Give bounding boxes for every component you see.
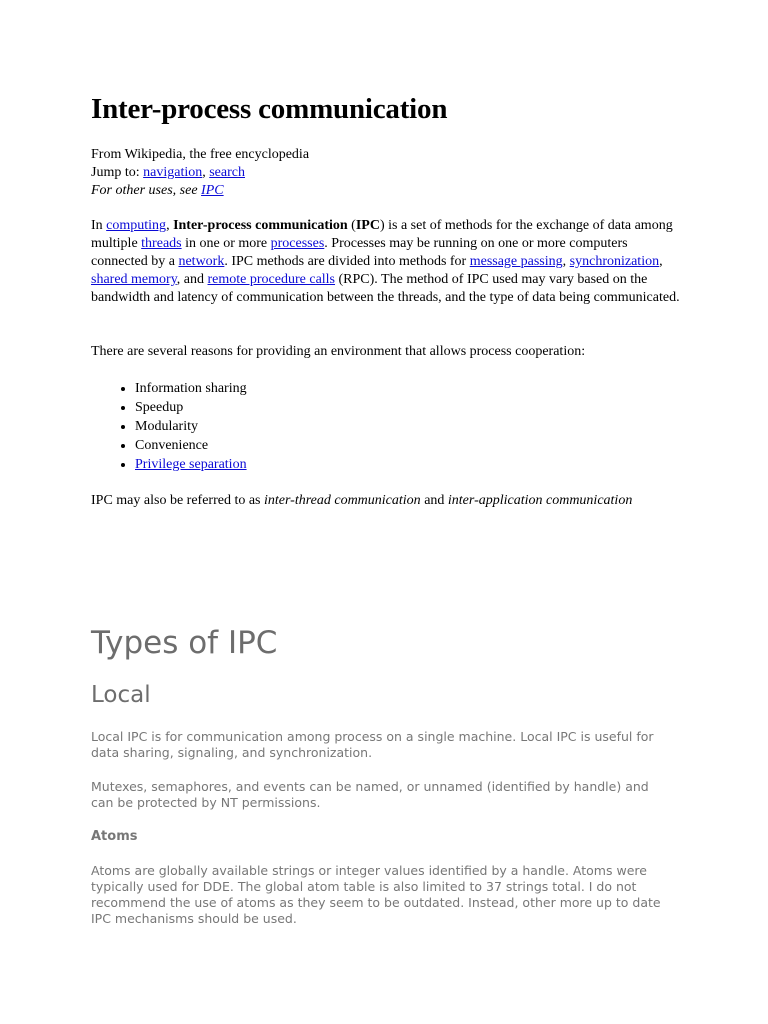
- navigation-link[interactable]: navigation: [143, 165, 203, 180]
- jump-to-label: Jump to:: [91, 165, 140, 180]
- italic-term: inter-application communication: [447, 493, 633, 508]
- bold-term: Inter-process communication: [173, 218, 348, 233]
- list-item: • Information sharing: [135, 379, 435, 398]
- hatnote-text: For other uses, see: [91, 183, 198, 198]
- ipc-disambiguation-link[interactable]: IPC: [201, 183, 224, 198]
- local-paragraph-2: Mutexes, semaphores, and events can be named, or unnamed (identified by handle) and can be protected by NT permissions.: [91, 779, 649, 810]
- rpc-link[interactable]: remote procedure calls: [207, 272, 336, 287]
- intro-text: ,: [659, 254, 663, 269]
- list-item: • Speedup: [135, 398, 435, 417]
- intro-text: ,: [166, 218, 174, 233]
- page-title: Inter-process communication: [91, 93, 448, 125]
- section-heading-local: Local: [91, 682, 151, 708]
- section-heading-types: Types of IPC: [91, 625, 278, 661]
- local-paragraph-1: Local IPC is for communication among process on a single machine. Local IPC is useful for data sharing, signaling, and synchronization.: [91, 729, 654, 760]
- body-text: and: [420, 493, 448, 508]
- italic-term: inter-thread communication: [264, 493, 421, 508]
- article-meta: [91, 146, 691, 200]
- list-item: [135, 455, 435, 474]
- bold-abbr: IPC: [355, 218, 380, 233]
- intro-text: ) is a set of methods for the exchange of data among multiple: [91, 218, 673, 251]
- intro-text: . Processes may be running on one or more computers connected by a: [91, 236, 628, 269]
- reasons-list: [91, 379, 435, 474]
- hatnote: [91, 182, 691, 200]
- intro-text: in one or more: [181, 236, 271, 251]
- intro-text: (RPC). The method of IPC used may vary based on the bandwidth and latency of communication between the threads, and the type of data being communicated.: [91, 272, 680, 305]
- source-line: From Wikipedia, the free encyclopedia: [91, 147, 310, 162]
- message-passing-link[interactable]: message passing: [469, 254, 563, 269]
- also-referred-paragraph: [91, 492, 711, 510]
- intro-text: . IPC methods are divided into methods for: [224, 254, 470, 269]
- atoms-paragraph: Atoms are globally available strings or integer values identified by a handle. Atoms were typically used for DDE. The global atom table is also limited to 37 strings total. I do not recommend the use of atoms as they seem to be outdated. Instead, other more up to date IPC mechanisms should be used.: [91, 863, 661, 926]
- network-link[interactable]: network: [178, 254, 225, 269]
- subheading-atoms: Atoms: [91, 829, 138, 844]
- intro-text: (: [347, 218, 356, 233]
- list-item: • Convenience: [135, 436, 435, 455]
- jump-to-line: Jump to: navigation, search: [91, 165, 245, 180]
- search-link[interactable]: search: [209, 165, 245, 180]
- privilege-separation-link[interactable]: Privilege separation: [135, 457, 247, 472]
- list-item: • Modularity: [135, 417, 435, 436]
- reasons-intro: There are several reasons for providing an environment that allows process cooperation:: [91, 344, 586, 359]
- intro-text: In: [91, 218, 107, 233]
- synchronization-link[interactable]: synchronization: [569, 254, 660, 269]
- shared-memory-link[interactable]: shared memory: [91, 272, 177, 287]
- intro-text: ,: [562, 254, 570, 269]
- body-text: IPC may also be referred to as: [91, 493, 264, 508]
- computing-link[interactable]: computing: [106, 218, 167, 233]
- processes-link[interactable]: processes: [270, 236, 325, 251]
- threads-link[interactable]: threads: [141, 236, 182, 251]
- intro-text: , and: [176, 272, 208, 287]
- intro-paragraph: [91, 217, 681, 307]
